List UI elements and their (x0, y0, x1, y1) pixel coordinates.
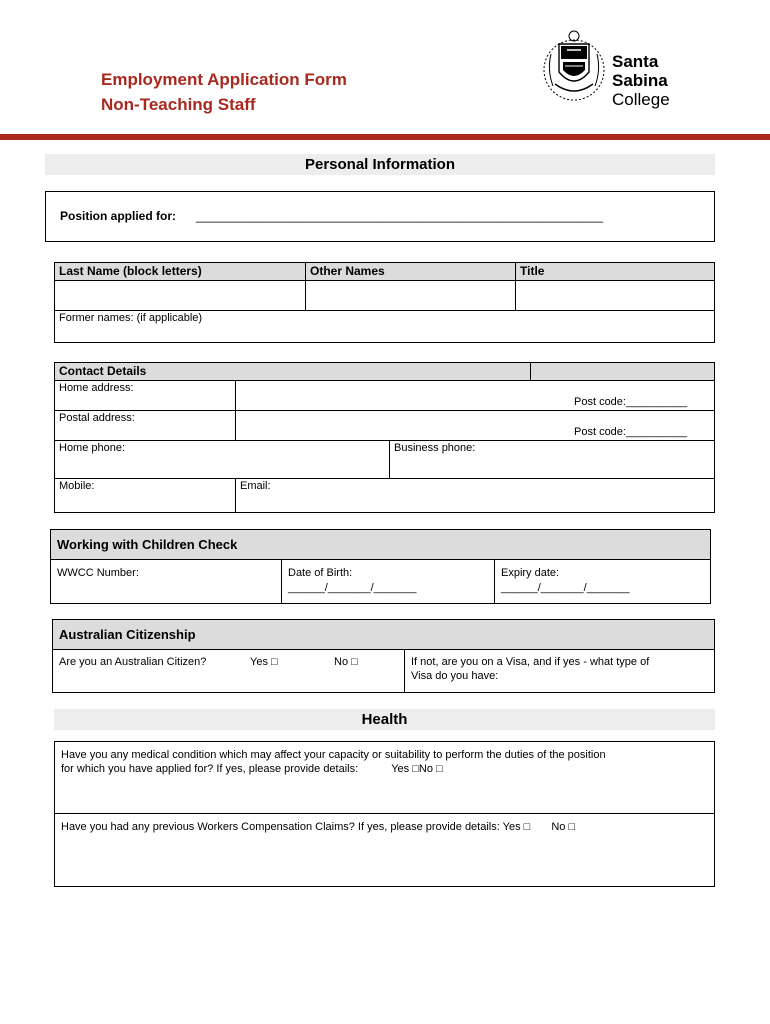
workers-comp-question: Have you had any previous Workers Compensation Claims? If yes, please provide details: Yes □ (61, 821, 531, 833)
workers-comp-field[interactable] (54, 813, 715, 887)
medical-condition-field[interactable] (54, 741, 715, 814)
section-health-heading: Health (54, 709, 715, 730)
postal-address-label-cell (54, 410, 236, 441)
form-title: Employment Application Form (101, 70, 347, 89)
medical-question-line2: for which you have applied for? If yes, please provide details: (61, 763, 359, 775)
other-names-header: Other Names (305, 262, 516, 281)
expiry-date-label: Expiry date: (501, 567, 560, 579)
home-phone-field[interactable] (54, 440, 390, 479)
other-names-field[interactable] (305, 280, 516, 311)
citizen-yes-checkbox[interactable]: Yes □ (250, 656, 278, 668)
last-name-header: Last Name (block letters) (54, 262, 306, 281)
former-names-label: Former names: (if applicable) (59, 312, 203, 324)
title-field[interactable] (515, 280, 715, 311)
citizen-no-checkbox[interactable]: No □ (334, 656, 358, 668)
form-subtitle: Non-Teaching Staff (101, 95, 256, 114)
home-postcode-label: Post code:__________ (574, 396, 688, 408)
expiry-date-blank: ______/_______/_______ (501, 582, 630, 594)
logo-text-santa: Santa (612, 52, 659, 71)
citizenship-question: Are you an Australian Citizen? (59, 656, 207, 668)
wwcc-number-field[interactable] (50, 559, 282, 604)
email-field[interactable] (235, 478, 715, 513)
last-name-field[interactable] (54, 280, 306, 311)
email-label: Email: (240, 480, 271, 492)
position-box (45, 191, 715, 242)
postal-address-label: Postal address: (59, 412, 135, 424)
medical-yes-no-checkboxes[interactable]: Yes □No □ (391, 763, 443, 775)
wwcc-number-label: WWCC Number: (57, 567, 139, 579)
former-names-field[interactable] (54, 310, 715, 343)
logo-text-sabina: Sabina (612, 71, 668, 90)
header-rule (0, 134, 770, 140)
position-field[interactable]: _____________________________________________________________ (196, 209, 604, 223)
medical-question-line1: Have you any medical condition which may affect your capacity or suitability to perform the duties of the position (61, 749, 606, 761)
citizenship-question-cell (52, 649, 405, 693)
business-phone-field[interactable] (389, 440, 715, 479)
date-of-birth-blank: ______/_______/_______ (288, 582, 417, 594)
visa-question-line2: Visa do you have: (411, 670, 499, 682)
wwcc-header: Working with Children Check (50, 529, 711, 560)
home-phone-label: Home phone: (59, 442, 126, 454)
expiry-date-field[interactable] (494, 559, 711, 604)
position-label: Position applied for: (60, 209, 176, 223)
contact-header-blank (530, 362, 715, 381)
postal-address-field[interactable] (235, 410, 715, 441)
postal-postcode-label: Post code:__________ (574, 426, 688, 438)
title-header: Title (515, 262, 715, 281)
contact-details-header: Contact Details (54, 362, 531, 381)
logo-text-college: College (612, 90, 670, 109)
business-phone-label: Business phone: (394, 442, 476, 454)
date-of-birth-field[interactable] (281, 559, 495, 604)
home-address-label-cell (54, 380, 236, 411)
visa-question-line1: If not, are you on a Visa, and if yes - what type of (411, 656, 650, 668)
visa-field[interactable] (404, 649, 715, 693)
citizenship-header: Australian Citizenship (52, 619, 715, 650)
mobile-label: Mobile: (59, 480, 95, 492)
date-of-birth-label: Date of Birth: (288, 567, 353, 579)
home-address-label: Home address: (59, 382, 134, 394)
home-address-field[interactable] (235, 380, 715, 411)
section-personal-heading: Personal Information (45, 154, 715, 175)
college-crest-logo (541, 24, 607, 116)
mobile-field[interactable] (54, 478, 236, 513)
workers-comp-no-checkbox[interactable]: No □ (551, 821, 576, 833)
